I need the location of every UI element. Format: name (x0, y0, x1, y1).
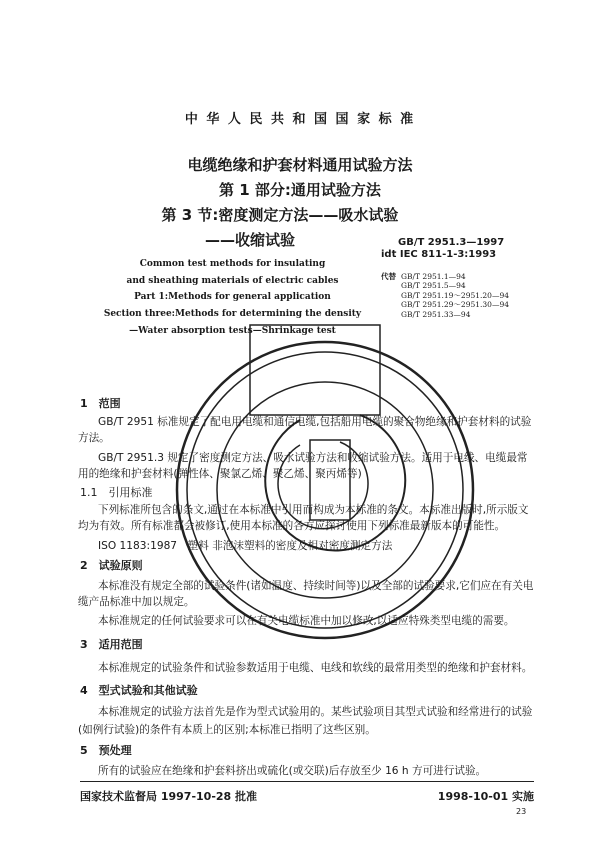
standard-number: GB/T 2951.3—1997 (398, 237, 505, 248)
replaces-item: GB/T 2951.29～2951.30—94 (401, 300, 509, 310)
title-line-2: 第 1 部分:通用试验方法 (219, 181, 381, 199)
effective-date: 1998-10-01 实施 (437, 790, 534, 803)
english-title-2: and sheathing materials of electric cables (126, 276, 339, 286)
title-line-3: 第 3 节:密度测定方法——吸水试验 (161, 206, 399, 224)
title-line-4: ——收缩试验 (205, 231, 296, 249)
english-title-1: Common test methods for insulating (139, 259, 326, 269)
replaces-item: GB/T 2951.19～2951.20—94 (401, 290, 509, 300)
paragraph: 本标准没有规定全部的试验条件(诸如温度、持续时间等)以及全部的试验要求,它们应在有关电缆产品标准中加以规定。 (78, 580, 534, 608)
english-title-3: Part 1:Methods for general application (134, 292, 331, 302)
paragraph: 本标准规定的任何试验要求可以在有关电缆标准中加以修改,以适应特殊类型电缆的需要。 (98, 615, 515, 627)
approval-date: 国家技术监督局 1997-10-28 批准 (80, 790, 258, 803)
section-1-heading: 1 范围 (80, 397, 121, 410)
paragraph: GB/T 2951.3 规定了密度测定方法、吸水试验方法和收缩试验方法。适用于电线、电缆最常用的绝缘和护套材料(弹性体、聚氯乙烯、聚乙烯、聚丙烯等) (78, 452, 528, 480)
paragraph: 下列标准所包含的条文,通过在本标准中引用而构成为本标准的条文。本标准出版时,所示版文均为有效。所有标准都会被修订,使用本标准的各方应探讨使用下列标准最新版本的可能性。 (78, 504, 529, 532)
title-line-1: 电缆绝缘和护套材料通用试验方法 (187, 156, 413, 174)
paragraph: ISO 1183:1987 塑料 非泡沫塑料的密度及相对密度测定方法 (98, 540, 393, 552)
replaces-label: 代替 (381, 272, 396, 281)
section-3-heading: 3 适用范围 (80, 638, 143, 651)
section-4-heading: 4 型式试验和其他试验 (80, 684, 198, 697)
idt-reference: idt IEC 811-1-3:1993 (381, 249, 497, 260)
paragraph: GB/T 2951 标准规定了配电用电缆和通信电缆,包括船用电缆的聚合物绝缘和护套材料的试验方法。 (78, 416, 532, 444)
paragraph: 本标准规定的试验条件和试验参数适用于电缆、电线和软线的最常用类型的绝缘和护套材料。 (98, 662, 533, 674)
section-1-1-heading: 1.1 引用标准 (80, 486, 153, 499)
section-2-heading: 2 试验原则 (80, 559, 143, 572)
page-number: 23 (516, 807, 527, 816)
paragraph: 所有的试验应在绝缘和护套料挤出或硫化(或交联)后存放至少 16 h 方可进行试验。 (98, 765, 487, 777)
replaces-item: GB/T 2951.33—94 (401, 309, 471, 319)
national-standard-header: 中 华 人 民 共 和 国 国 家 标 准 (184, 112, 416, 127)
paragraph: 本标准规定的试验方法首先是作为型式试验用的。某些试验项目其型式试验和经常进行的试验(如例行试验)的条件有本质上的区别;本标准已指明了这些区别。 (78, 706, 533, 736)
replaces-item: GB/T 2951.1—94 (401, 272, 466, 281)
footer-rule (80, 781, 534, 782)
english-title-4: Section three:Methods for determining the density (103, 309, 362, 319)
english-title-5: —Water absorption tests—Shrinkage test (129, 326, 336, 336)
section-5-heading: 5 预处理 (80, 744, 132, 757)
replaces-list (401, 272, 509, 319)
replaces-item: GB/T 2951.5—94 (401, 281, 466, 291)
